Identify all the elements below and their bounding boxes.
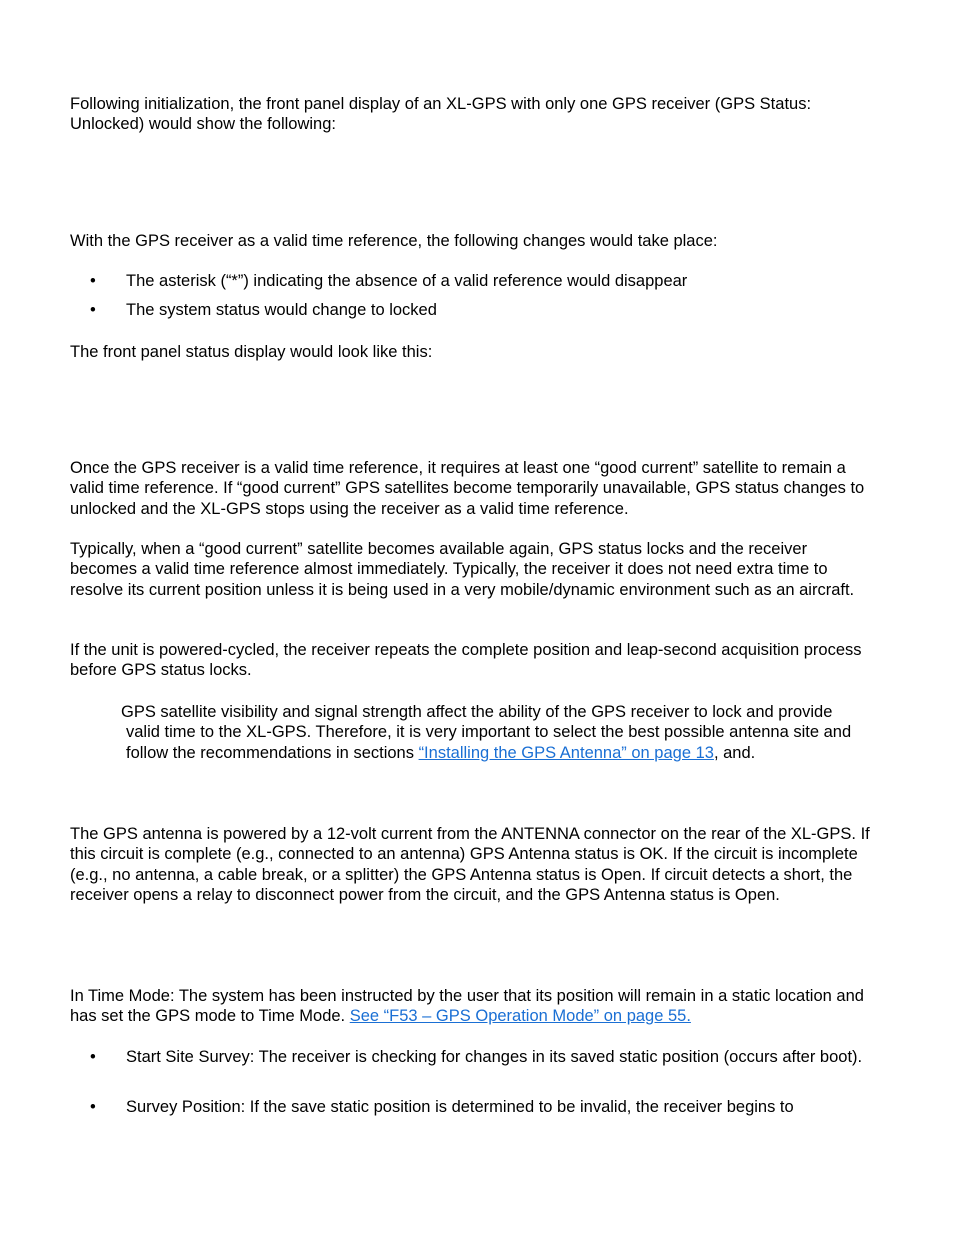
- note-text: valid time to the XL-GPS. Therefore, it is very important to select the best possible antenna site and follow the recommendations in sections: [126, 723, 852, 762]
- note-line: GPS satellite visibility and signal strength affect the ability of the GPS receiver to lock and provide: [121, 703, 833, 721]
- paragraph-antenna-power: The GPS antenna is powered by a 12-volt current from the ANTENNA connector on the rear of the XL-GPS. If this circuit is complete (e.g., connected to an antenna) GPS Antenna status is OK. If the circuit is incomplete (e.g., no antenna, a cable break, or a splitter) the GPS Antenna status is Open. If circuit detects a short, the receiver opens a relay to disconnect power from the circuit, and the GPS Antenna status is Open.: [70, 825, 870, 904]
- list-item-text: Start Site Survey: The receiver is checking for changes in its saved static position (occurs after boot).: [126, 1048, 863, 1066]
- paragraph-power-cycle: If the unit is powered-cycled, the receiver repeats the complete position and leap-second acquisition process before GPS status locks.: [70, 641, 862, 680]
- bullet-marker: •: [90, 301, 96, 319]
- bullet-marker: •: [90, 1098, 96, 1116]
- paragraph-initialization: Following initialization, the front panel display of an XL-GPS with only one GPS receiver (GPS Status: Unlocked) would show the following:: [70, 95, 812, 134]
- bullet-marker: •: [90, 1048, 96, 1066]
- paragraph-good-current: Once the GPS receiver is a valid time reference, it requires at least one “good current” satellite to remain a valid time reference. If “good current” GPS satellites become temporarily unavailable, GPS status changes to unlocked and the XL-GPS stops using the receiver as a valid time reference.: [70, 459, 865, 518]
- installing-antenna-link[interactable]: “Installing the GPS Antenna” on page 13: [418, 743, 714, 762]
- list-item-text: The asterisk (“*”) indicating the absence of a valid reference would disappear: [126, 272, 688, 290]
- note-continuation: [121, 722, 871, 763]
- paragraph-satellite-available: Typically, when a “good current” satellite becomes available again, GPS status locks and the receiver becomes a valid time reference almost immediately. Typically, the receiver it does not need extra time to resolve its current position unless it is being used in a very mobile/dynamic environment such as an aircraft.: [70, 540, 855, 599]
- list-item-text: Survey Position: If the save static position is determined to be invalid, the receiver begins to: [126, 1098, 794, 1116]
- time-mode-text: In Time Mode: The system has been instructed by the user that its position will remain in a static location and has set the GPS mode to Time Mode.: [70, 987, 864, 1026]
- note-block: [121, 702, 871, 763]
- paragraph-status-display: The front panel status display would look like this:: [70, 343, 433, 361]
- paragraph-time-mode: [70, 986, 870, 1027]
- list-item-text: The system status would change to locked: [126, 301, 437, 319]
- paragraph-valid-reference: With the GPS receiver as a valid time reference, the following changes would take place:: [70, 232, 718, 250]
- gps-operation-mode-link[interactable]: See “F53 – GPS Operation Mode” on page 55.: [349, 1007, 691, 1026]
- bullet-marker: •: [90, 272, 96, 290]
- note-text-end: , and.: [713, 743, 756, 762]
